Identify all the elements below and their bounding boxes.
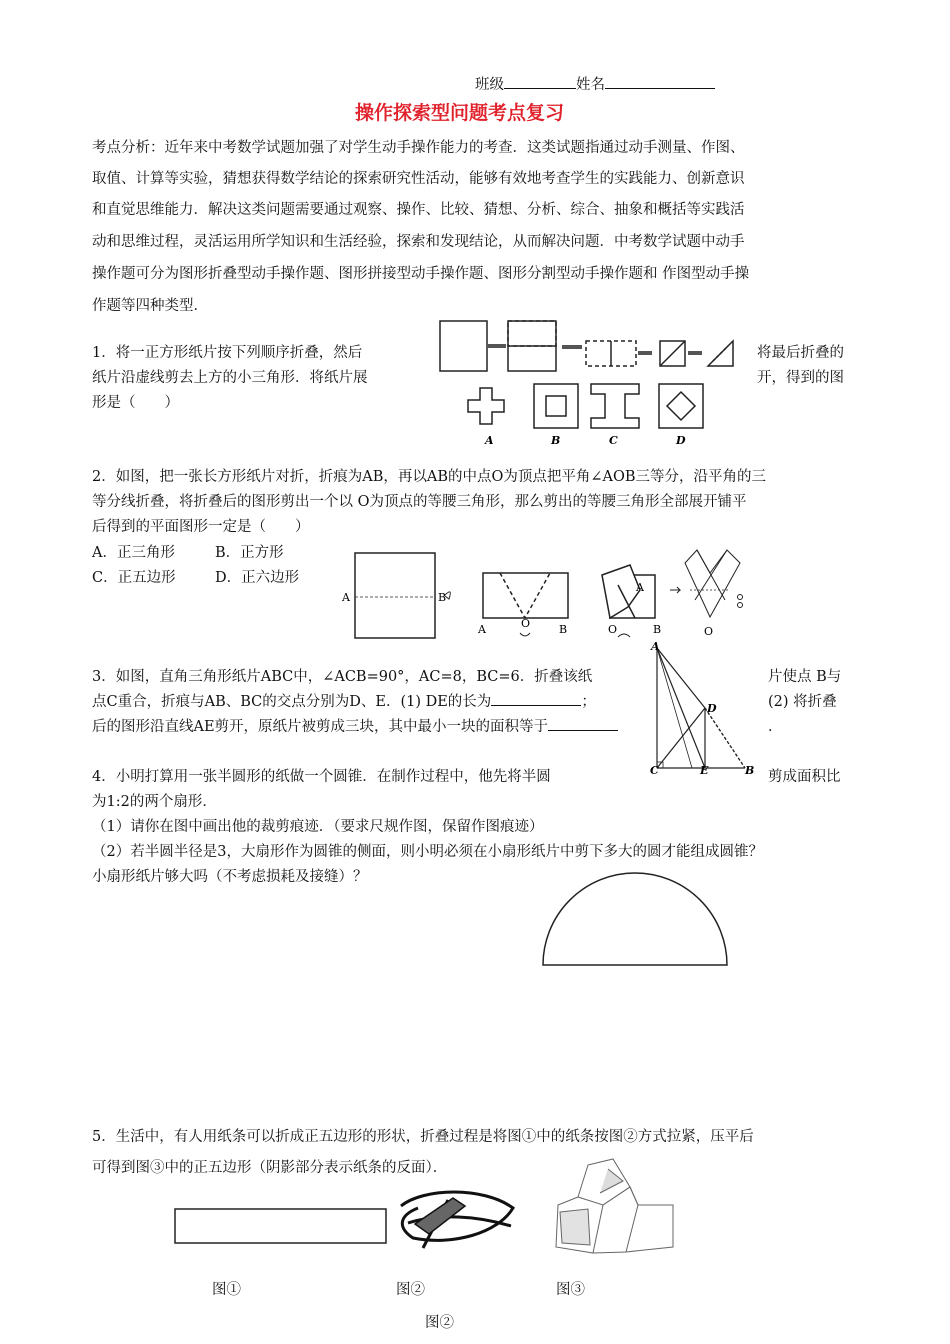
q2-option-d: D．正六边形 (215, 570, 300, 586)
q2-label-o3: O (608, 623, 618, 636)
class-blank (504, 72, 576, 89)
q2-label-o2: O (521, 617, 531, 630)
q3-line-3-text: 后的图形沿直线AE剪开，原纸片被剪成三块，其中最小一块的面积等于 (92, 719, 549, 735)
intro-line-6: 作题等四种类型． (92, 298, 208, 314)
q2-label-a2: A (478, 623, 486, 636)
header-line (475, 72, 715, 98)
q1-figure (438, 318, 758, 458)
q1-opt-c: C (609, 434, 618, 447)
name-blank (605, 72, 715, 89)
q2-label-a3: A (636, 581, 644, 594)
q3-label-d: D (707, 702, 717, 715)
class-label: 班级 (475, 77, 504, 93)
q3-line-2-text: 点C重合，折痕与AB、BC的交点分别为D、E．(1) DE的长为 (92, 694, 492, 710)
q5-caption-2: 图② (396, 1282, 425, 1298)
q2-label-o4: O (704, 625, 714, 638)
page-title: 操作探索型问题考点复习 (355, 102, 565, 124)
q4-line-2: 为1:2的两个扇形． (92, 794, 217, 810)
q3-answer-2-blank (548, 714, 618, 731)
q2-line-2: 等分线折叠，将折叠后的图形剪出一个以 O为顶点的等腰三角形，那么剪出的等腰三角形全部展开铺平 (92, 494, 747, 510)
name-label: 姓名 (576, 77, 605, 93)
q5-caption-3: 图③ (556, 1282, 585, 1298)
q3-label-a: A (651, 640, 660, 653)
q3-label-e: E (700, 764, 709, 777)
intro-line-4: 动和思维过程，灵活运用所学知识和生活经验，探索和发现结论，从而解决问题．中考数学试题中动手 (92, 234, 745, 250)
q2-option-c: C．正五边形 (92, 570, 176, 586)
q3-label-c: C (650, 764, 659, 777)
q3-right-2: (2) 将折叠 (768, 694, 837, 710)
intro-line-2: 取值、计算等实验，猜想获得数学结论的探索研究性活动，能够有效地考查学生的实践能力、创新意识 (92, 171, 745, 187)
q1-line-1: 1．将一正方形纸片按下列顺序折叠，然后 (92, 345, 363, 361)
q2-line-1: 2．如图，把一张长方形纸片对折，折痕为AB，再以AB的中点O为顶点把平角∠AOB三等分，沿平角的三 (92, 469, 767, 485)
q3-right-1: 片使点 B与 (768, 669, 842, 685)
q3-right-3: ． (768, 719, 783, 735)
q2-label-b2: B (559, 623, 568, 636)
q5-caption-1: 图① (212, 1282, 241, 1298)
q1-right-1: 将最后折叠的 (757, 345, 844, 361)
q1-opt-b: B (551, 434, 561, 447)
q2-line-3: 后得到的平面图形一定是（ ） (92, 519, 310, 535)
q2-label-b3: B (653, 623, 662, 636)
q1-right-2: 开，得到的图 (757, 370, 844, 386)
intro-line-5: 操作题可分为图形折叠型动手操作题、图形拼接型动手操作题、图形分割型动手操作题和 作图型动手操 (92, 266, 750, 282)
q5-fig2-knot (393, 1178, 523, 1258)
q4-line-3: （1）请你在图中画出他的裁剪痕迹．（要求尺规作图，保留作图痕迹） (92, 819, 544, 835)
q2-label-b1: B (438, 591, 447, 604)
q4-line-1: 4．小明打算用一张半圆形的纸做一个圆锥．在制作过程中，他先将半圆 (92, 769, 551, 785)
q3-answer-1-blank (491, 689, 581, 706)
q5-caption-4: 图② (425, 1315, 454, 1331)
q2-figure (340, 545, 760, 645)
intro-line-1: 考点分析：近年来中考数学试题加强了对学生动手操作能力的考查．这类试题指通过动手测量、作图、 (92, 140, 745, 156)
q4-semicircle (540, 868, 730, 968)
q5-fig3-pentagon (548, 1157, 678, 1267)
q5-line-1: 5．生活中，有人用纸条可以折成正五边形的形状，折叠过程是将图①中的纸条按图②方式拉紧，压平后 (92, 1129, 754, 1145)
q4-line-5: 小扇形纸片够大吗（不考虑损耗及接缝）？ (92, 869, 368, 885)
q1-line-3: 形是（ ） (92, 395, 179, 411)
q2-label-a1: A (342, 591, 350, 604)
q3-line-3 (92, 714, 618, 740)
q2-option-a: A．正三角形 (92, 545, 175, 561)
q4-line-4: （2）若半圆半径是3，大扇形作为圆锥的侧面，则小明必须在小扇形纸片中剪下多大的圆才能组成圆锥？ (92, 844, 763, 860)
q5-line-2: 可得到图③中的正五边形（阴影部分表示纸条的反面）． (92, 1160, 448, 1176)
q3-line-2 (92, 689, 596, 715)
q1-opt-a: A (485, 434, 494, 447)
q3-semicolon: ； (581, 694, 596, 710)
q5-fig1-strip (174, 1208, 389, 1246)
q3-line-1: 3．如图，直角三角形纸片ABC中，∠ACB=90°，AC=8，BC=6．折叠该纸 (92, 669, 593, 685)
q1-opt-d: D (676, 434, 686, 447)
intro-line-3: 和直觉思维能力．解决这类问题需要通过观察、操作、比较、猜想、分析、综合、抽象和概括等实践活 (92, 202, 745, 218)
q4-right-1: 剪成面积比 (768, 769, 841, 785)
q1-line-2: 纸片沿虚线剪去上方的小三角形．将纸片展 (92, 370, 368, 386)
q3-label-b: B (745, 764, 755, 777)
q2-option-b: B．正方形 (215, 545, 284, 561)
q3-figure (647, 640, 757, 775)
